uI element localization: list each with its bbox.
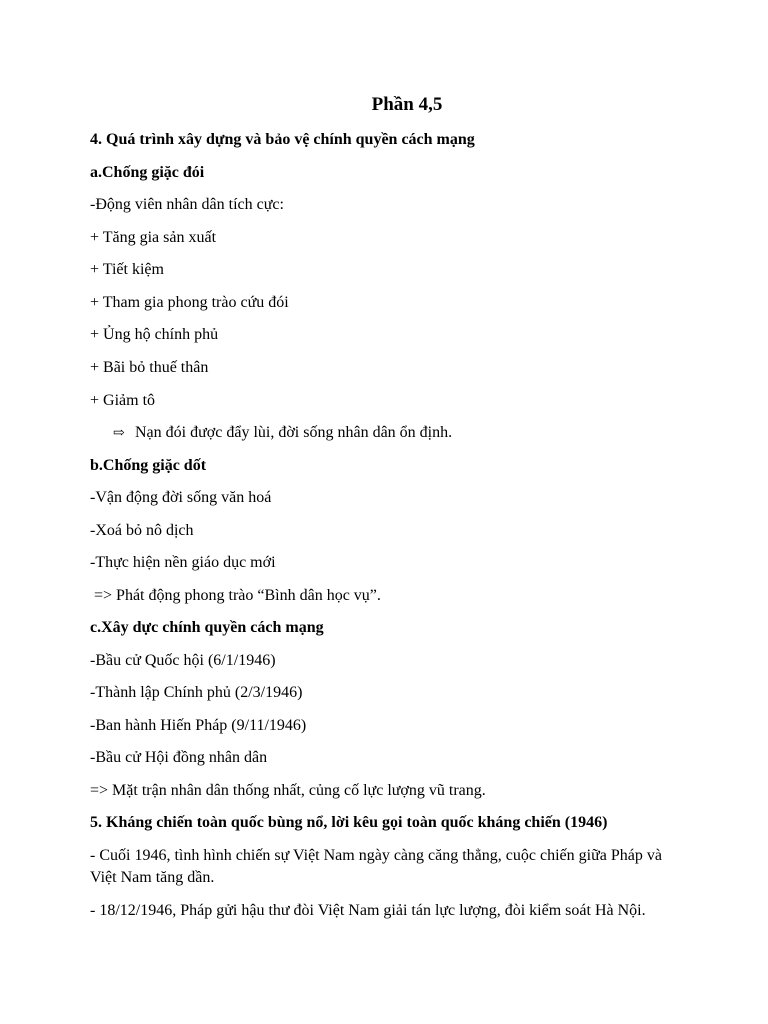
section-4a-intro: -Động viên nhân dân tích cực: [90, 196, 284, 213]
list-item: -Thực hiện nền giáo dục mới [90, 554, 276, 571]
page-title: Phần 4,5 [371, 94, 443, 115]
list-item: -Vận động đời sống văn hoá [90, 489, 272, 506]
list-item: + Tiết kiệm [90, 261, 164, 278]
list-item: + Tham gia phong trào cứu đói [90, 294, 289, 311]
section-4a-result-text: Nạn đói được đẩy lùi, đời sống nhân dân ổn định. [135, 424, 453, 441]
list-item: -Xoá bỏ nô dịch [90, 522, 194, 539]
list-item: -Ban hành Hiến Pháp (9/11/1946) [90, 717, 307, 734]
section-4-heading: 4. Quá trình xây dựng và bảo vệ chính quyền cách mạng [90, 131, 475, 148]
outline-arrow-right-icon: ⇨ [113, 426, 125, 441]
section-4c-heading: c.Xây dực chính quyền cách mạng [90, 619, 324, 636]
list-item: -Bầu cử Hội đồng nhân dân [90, 749, 268, 766]
section-4b-result: => Phát động phong trào “Bình dân học vụ”. [90, 587, 381, 604]
list-item: + Tăng gia sản xuất [90, 229, 217, 246]
list-item: -Thành lập Chính phủ (2/3/1946) [90, 684, 303, 701]
list-item: + Bãi bỏ thuế thân [90, 359, 209, 376]
section-5-paragraph: - Cuối 1946, tình hình chiến sự Việt Nam ngày càng căng thẳng, cuộc chiến giữa Pháp và Việt Nam tăng dần. [90, 847, 662, 886]
section-4a-heading: a.Chống giặc đói [90, 164, 205, 181]
list-item: -Bầu cử Quốc hội (6/1/1946) [90, 652, 276, 669]
section-5-heading: 5. Kháng chiến toàn quốc bùng nổ, lời kêu gọi toàn quốc kháng chiến (1946) [90, 814, 608, 831]
list-item: + Ủng hộ chính phủ [90, 326, 219, 343]
section-4b-heading: b.Chống giặc dốt [90, 457, 207, 474]
section-4a-result [113, 422, 713, 445]
section-5-paragraph: - 18/12/1946, Pháp gửi hậu thư đòi Việt Nam giải tán lực lượng, đòi kiểm soát Hà Nội. [90, 902, 646, 919]
list-item: + Giảm tô [90, 392, 156, 409]
section-4c-result: => Mặt trận nhân dân thống nhất, củng cố lực lượng vũ trang. [90, 782, 486, 799]
